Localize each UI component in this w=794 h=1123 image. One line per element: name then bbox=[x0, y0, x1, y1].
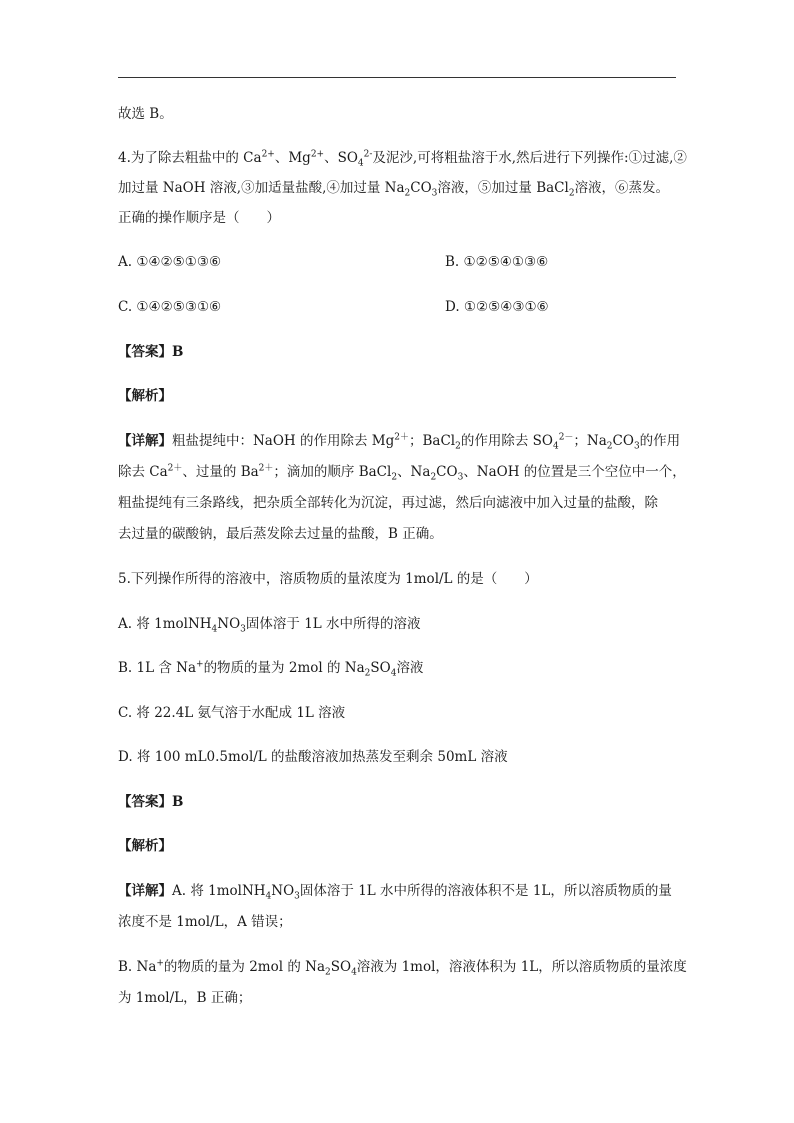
q5-detail-line4: 为 1mol/L，B 正确； bbox=[118, 990, 252, 1006]
q5-detail-line2: 浓度不是 1mol/L，A 错误； bbox=[118, 914, 292, 930]
q5-detail-line1: 【详解】A. 将 $1molNH_4NO_3$固体溶于 1L 水中所得的溶液体积不是 1L，所以溶质物质的量 bbox=[118, 883, 672, 902]
q5-option-d: D. 将 100 mL0.5mol/L 的盐酸溶液加热蒸发至剩余 50mL 溶液 bbox=[118, 749, 508, 765]
q5-detail-line3: B. Na+的物质的量为 2mol 的 $Na_2SO_4$溶液为 1mol，溶液体积为 1L，所以溶质物质的量浓度 bbox=[118, 958, 687, 978]
q4-option-c: C. ①④②⑤③①⑥ bbox=[118, 299, 222, 315]
q4-stem-line2: 加过量 NaOH 溶液,③加适量盐酸,④加过量 $Na_2CO_3$溶液，⑤加过量 BaCl$_2$溶液，⑥蒸发。 bbox=[118, 180, 670, 199]
q4-stem-line3: 正确的操作顺序是（ ） bbox=[118, 210, 280, 226]
q3-conclusion: 故选 B。 bbox=[118, 106, 173, 122]
q5-analysis-header: 【解析】 bbox=[118, 838, 172, 854]
q4-stem-line1: 4.为了除去粗盐中的 $Ca^{2+}$、$Mg^{2+}$、$SO_4^{2-}$及泥沙,可将粗盐溶于水,然后进行下列操作:①过滤,② bbox=[118, 149, 687, 169]
q5-option-b: B. 1L 含 Na+的物质的量为 2mol 的 $Na_2SO_4$溶液 bbox=[118, 659, 424, 679]
q4-detail-line1: 【详解】粗盐提纯中：NaOH 的作用除去 $Mg^{2+}$；BaCl$_2$的作用除去 $SO_4^{2-}$；$Na_2CO_3$的作用 bbox=[118, 432, 681, 452]
q4-option-a: A. ①④②⑤①③⑥ bbox=[118, 254, 222, 270]
header-rule bbox=[118, 77, 676, 78]
q4-answer: 【答案】B bbox=[118, 344, 184, 360]
q4-option-b: B. ①②⑤④①③⑥ bbox=[445, 254, 549, 270]
q5-option-a: A. 将 $1molNH_4NO_3$固体溶于 1L 水中所得的溶液 bbox=[118, 616, 421, 635]
q4-detail-line3: 粗盐提纯有三条路线，把杂质全部转化为沉淀，再过滤，然后向滤液中加入过量的盐酸，除 bbox=[118, 495, 658, 511]
q4-detail-line4: 去过量的碳酸钠，最后蒸发除去过量的盐酸，B 正确。 bbox=[118, 526, 443, 542]
q4-analysis-header: 【解析】 bbox=[118, 388, 172, 404]
q5-stem: 5.下列操作所得的溶液中，溶质物质的量浓度为 1mol/L 的是（ ） bbox=[118, 571, 538, 587]
q4-option-d: D. ①②⑤④③①⑥ bbox=[445, 299, 549, 315]
q4-detail-line2: 除去 $Ca^{2+}$、过量的 $Ba^{2+}$；滴加的顺序 BaCl$_2$、$Na_2CO_3$、NaOH 的位置是三个空位中一个， bbox=[118, 463, 686, 483]
q5-answer: 【答案】B bbox=[118, 794, 184, 810]
q5-option-c: C. 将 22.4L 氨气溶于水配成 1L 溶液 bbox=[118, 705, 346, 721]
